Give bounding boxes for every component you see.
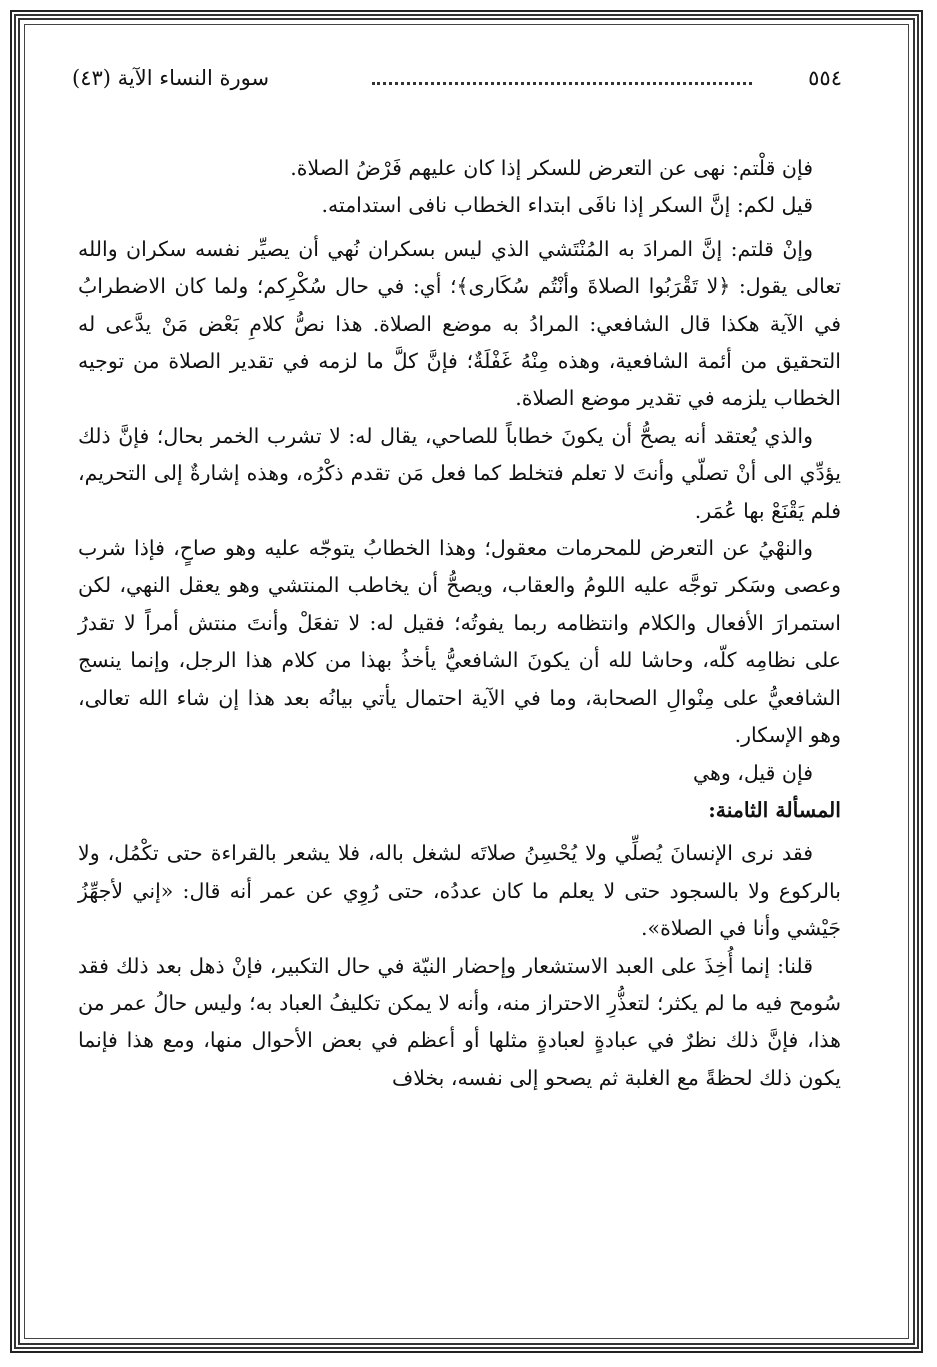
paragraph: وإنْ قلتم: إنَّ المرادَ به المُنْتَشي الذي ليس بسكران نُهي أن يصيِّر نفسه سكران والله تعالى يقول: ﴿لا تَقْرَبُوا الصلاةَ وأنْتُم سُكَارى﴾؛ أي: في حال سُكْرِكم؛ ولما كان الاضطرابُ في الآية هكذا قال الشافعي: المرادُ به موضع الصلاة. هذا نصُّ كلامِ بَعْض مَنْ يدَّعى له التحقيق من أئمة الشافعية، وهذه مِنْهُ غَفْلَةٌ؛ فإنَّ كلَّ ما لزمه في تقدير الصلاة من توجيه الخطاب يلزمه في تقدير موضع الصلاة. xyxy=(78,236,841,411)
section-heading: المسألة الثامنة: xyxy=(708,797,841,822)
paragraph: والنهْيُ عن التعرض للمحرمات معقول؛ وهذا الخطابُ يتوجّه عليه وهو صاحٍ، فإذا شرب وعصى وسَكر توجَّه عليه اللومُ والعقاب، ويصحُّ أن يخاطب المنتشي وهو يعقل النهي، لكن استمرارَ الأفعال والكلام وانتظامه ربما يفوتُه؛ فقيل له: لا تفعَلْ وأنتَ منتش أمراً لا تقدرُ على نظامِه كلّه، وحاشا لله أن يكونَ الشافعيُّ يأخذُ بهذا من كلام هذا الرجل، وإنما ينسج الشافعيُّ على مِنْوالِ الصحابة، وما في الآية احتمال يأتي بيانُه بعد هذا إن شاء الله تعالى، وهو الإسكار. xyxy=(78,536,841,748)
paragraph: فإن قيل، وهي xyxy=(692,760,813,785)
header-dotted-leader xyxy=(372,82,752,85)
paragraph: قيل لكم: إنَّ السكر إذا نافَى ابتداء الخطاب نافى استدامته. xyxy=(321,193,813,218)
page-number: ٥٥٤ xyxy=(808,66,842,90)
paragraph: قلنا: إنما أُخِذَ على العبد الاستشعار وإحضار النيّة في حال التكبير، فإنْ ذهل بعد ذلك فقد سُومح فيه ما لم يكثر؛ لتعذُّرِ الاحتراز منه، وأنه لا يمكن تكليفُ العباد به؛ وليس حالُ عمر من هذا، فإنَّ ذلك نظرٌ في عبادةٍ لعبادةٍ مثلها أو أعظم في بعض الأحوال منها، ومع هذا فإنما يكون ذلك لحظةً مع الغلبة ثم يصحو إلى نفسه، بخلاف xyxy=(78,953,841,1090)
page-header xyxy=(72,62,842,102)
page-body xyxy=(78,150,841,1097)
paragraph: والذي يُعتقد أنه يصحُّ أن يكونَ خطاباً للصاحي، يقال له: لا تشرب الخمر بحال؛ فإنَّ ذلك يؤدِّي الى أنْ تصلّي وأنتَ لا تعلم فتخلط كما فعل مَن تقدم ذكْرُه، وهذه إشارةٌ إلى التحريم، فلم يَقْنَعْ بها عُمَر. xyxy=(78,423,841,523)
running-title: سورة النساء الآية (٤٣) xyxy=(72,66,270,90)
paragraph: فقد نرى الإنسانَ يُصلِّي ولا يُحْسِنُ صلاتَه لشغل باله، فلا يشعر بالقراءة حتى تكْمُل، ولا بالركوع ولا بالسجود حتى لا يعلم ما كان عددُه، حتى رُوِي عن عمر أنه قال: «إني لأجهِّزُ جَيْشي وأنا في الصلاة». xyxy=(78,841,841,941)
paragraph: فإن قلْتم: نهى عن التعرض للسكر إذا كان عليهم فَرْضُ الصلاة. xyxy=(290,156,813,180)
